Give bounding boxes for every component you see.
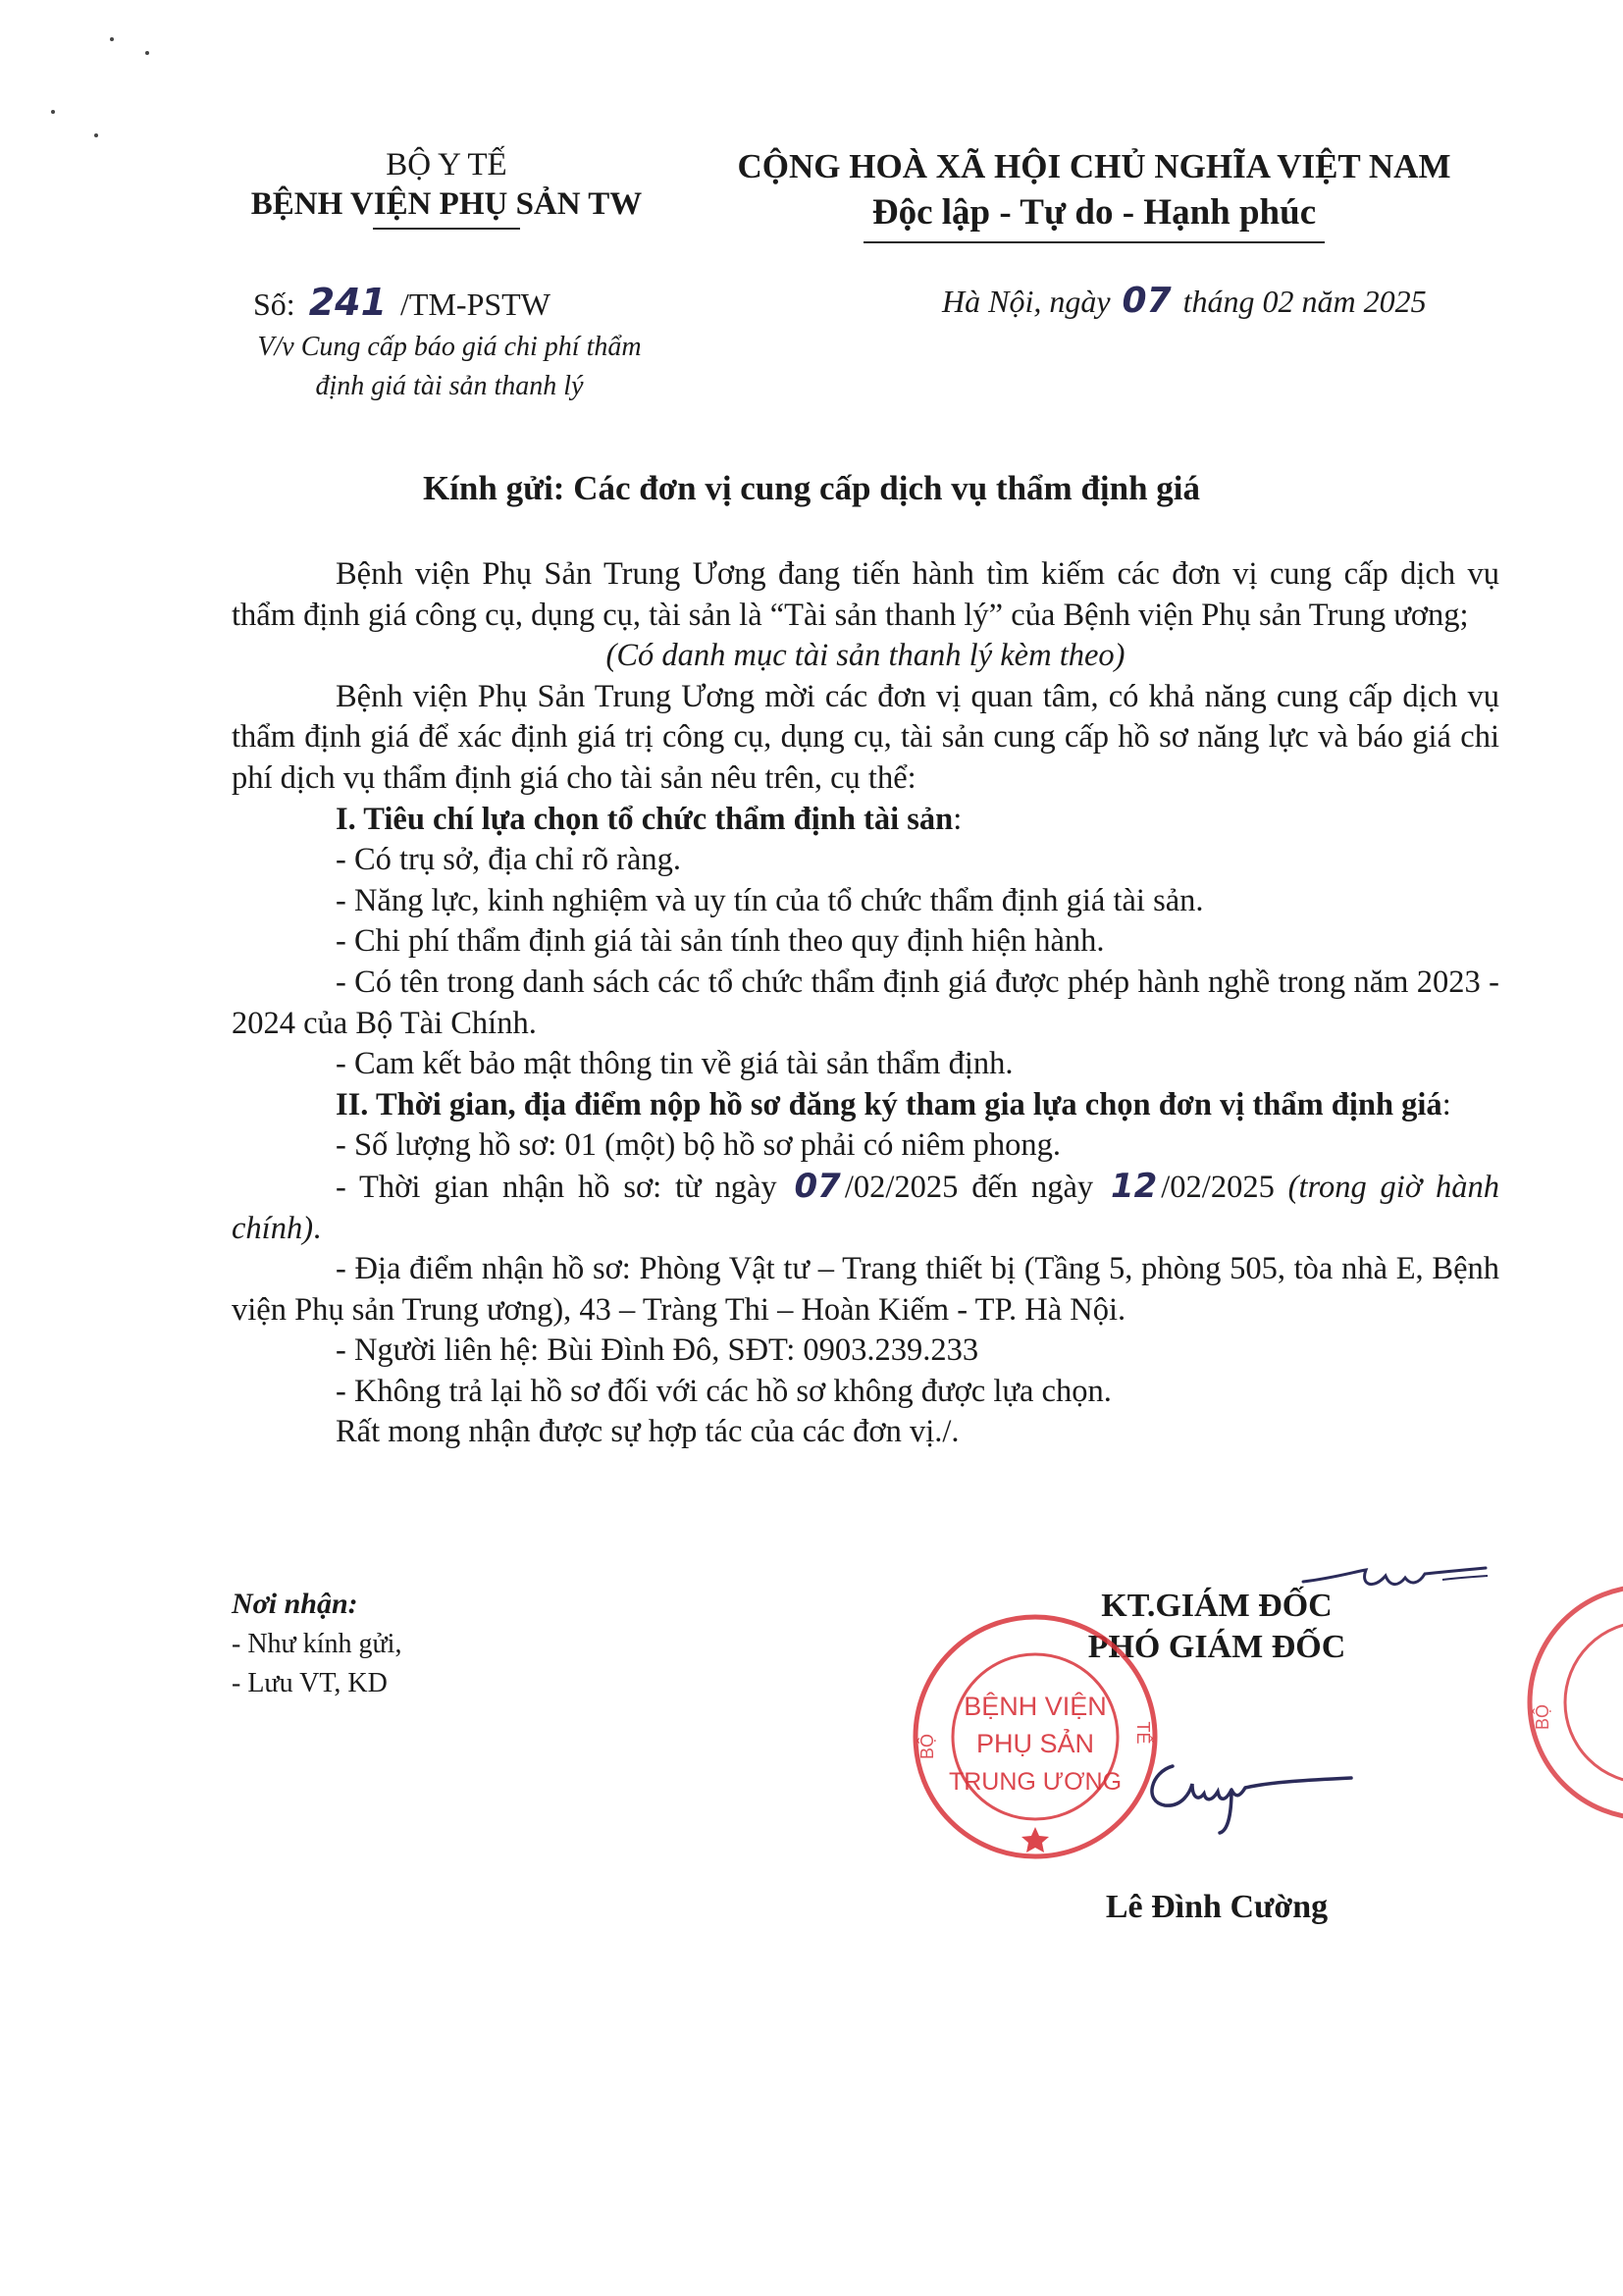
ministry-name: BỘ Y TẾ	[386, 147, 507, 183]
date-prefix: Hà Nội, ngày	[942, 284, 1111, 319]
header-divider	[373, 228, 520, 230]
scan-speck	[51, 110, 55, 114]
initial-mark	[1295, 1550, 1492, 1609]
country-name: CỘNG HOÀ XÃ HỘI CHỦ NGHĨA VIỆT NAM	[737, 147, 1451, 185]
closing-sentence: Rất mong nhận được sự hợp tác của các đơn vị./.	[336, 1414, 960, 1450]
stamp-line-3: TRUNG ƯƠNG	[948, 1768, 1123, 1796]
hospital-name: BỆNH VIỆN PHỤ SẢN TW	[250, 186, 643, 222]
national-motto: Độc lập - Tự do - Hạnh phúc	[871, 192, 1317, 233]
from-day-handwritten: 07	[794, 1166, 841, 1206]
date-suffix: tháng 02 năm 2025	[1182, 284, 1427, 319]
section-2-heading: II. Thời gian, địa điểm nộp hồ sơ đăng ký tham gia lựa chọn đơn vị thẩm định giá:	[336, 1086, 1451, 1122]
stamp-right-text: TẾ	[1133, 1721, 1153, 1745]
no-return-note: - Không trả lại hồ sơ đối với các hồ sơ không được lựa chọn.	[336, 1373, 1112, 1409]
submission-time-text: - Thời gian nhận hồ sơ: từ ngày	[336, 1169, 777, 1205]
svg-text:BỘ: BỘ	[1533, 1703, 1552, 1731]
section-1-title: I. Tiêu chí lựa chọn tổ chức thẩm định tài sản	[336, 801, 954, 837]
submission-time: - Thời gian nhận hồ sơ: từ ngày 07 /02/2025 đến ngày 12 /02/2025 (trong giờ hành chính).	[232, 1166, 1499, 1246]
recipient-item: - Như kính gửi,	[232, 1629, 402, 1659]
signer-name: Lê Đình Cường	[1105, 1889, 1329, 1925]
subject-line-2: định giá tài sản thanh lý	[315, 371, 584, 401]
recipients-list	[232, 1625, 401, 1703]
paragraph-intro: Bệnh viện Phụ Sản Trung Ương đang tiến hành tìm kiếm các đơn vị cung cấp dịch vụ thẩm định giá công cụ, dụng cụ, tài sản là “Tài sản thanh lý” của Bệnh viện Phụ sản Trung ương;	[232, 556, 1499, 633]
motto-divider	[864, 241, 1325, 243]
signer-role-acting: KT.GIÁM ĐỐC	[1101, 1588, 1333, 1624]
section-1-heading: I. Tiêu chí lựa chọn tổ chức thẩm định tài sản:	[336, 801, 963, 837]
submission-time-text: /02/2025 đến ngày	[844, 1169, 1094, 1205]
section-2-title: II. Thời gian, địa điểm nộp hồ sơ đăng ký tham gia lựa chọn đơn vị thẩm định giá	[336, 1086, 1442, 1122]
doc-number-suffix: /TM-PSTW	[400, 287, 550, 322]
scan-speck	[110, 37, 114, 41]
criteria-item: - Chi phí thẩm định giá tài sản tính theo quy định hiện hành.	[336, 923, 1105, 960]
stamp-line-1: BỆNH VIỆN	[964, 1692, 1107, 1721]
stamp-left-text: BỘ	[917, 1733, 937, 1760]
handwritten-signature	[1133, 1737, 1359, 1835]
date-day-handwritten: 07	[1122, 281, 1172, 321]
recipient-item: - Lưu VT, KD	[232, 1668, 388, 1698]
stamp-line-2: PHỤ SẢN	[975, 1729, 1095, 1758]
date-line	[942, 281, 1427, 321]
signer-role-title: PHÓ GIÁM ĐỐC	[1087, 1629, 1346, 1665]
criteria-item: - Có trụ sở, địa chỉ rõ ràng.	[336, 842, 682, 878]
doc-number-label: Số:	[253, 287, 295, 322]
criteria-item: - Năng lực, kinh nghiệm và uy tín của tổ chức thẩm định giá tài sản.	[336, 882, 1204, 918]
paragraph-invitation: Bệnh viện Phụ Sản Trung Ương mời các đơn vị quan tâm, có khả năng cung cấp dịch vụ thẩm định giá để xác định giá trị công cụ, dụng cụ, tài sản cung cấp hồ sơ năng lực và báo giá chi phí dịch vụ thẩm định giá cho tài sản nêu trên, cụ thể:	[232, 678, 1499, 796]
document-subject	[234, 328, 665, 406]
official-stamp	[908, 1609, 1163, 1864]
letter-body	[232, 554, 1499, 1453]
doc-number-handwritten: 241	[308, 281, 388, 324]
contact-person: - Người liên hệ: Bùi Đình Đô, SĐT: 0903.239.233	[336, 1332, 979, 1369]
recipients-title: Nơi nhận:	[232, 1588, 358, 1620]
submission-quantity: - Số lượng hồ sơ: 01 (một) bộ hồ sơ phải có niêm phong.	[336, 1127, 1061, 1164]
scan-speck	[145, 51, 149, 55]
partial-stamp	[1523, 1580, 1623, 1825]
paragraph-attachment-note: (Có danh mục tài sản thanh lý kèm theo)	[605, 638, 1126, 674]
submission-time-text: /02/2025	[1161, 1169, 1275, 1205]
criteria-item: - Có tên trong danh sách các tổ chức thẩm định giá được phép hành nghề trong năm 2023 - 2024 của Bộ Tài Chính.	[232, 964, 1499, 1041]
recipient-line: Kính gửi: Các đơn vị cung cấp dịch vụ thẩm định giá	[422, 469, 1201, 507]
document-number	[253, 281, 550, 324]
criteria-item: - Cam kết bảo mật thông tin về giá tài sản thẩm định.	[336, 1046, 1014, 1082]
submission-place: - Địa điểm nhận hồ sơ: Phòng Vật tư – Trang thiết bị (Tầng 5, phòng 505, tòa nhà E, Bệnh viện Phụ sản Trung ương), 43 – Tràng Thi – Hoàn Kiếm - TP. Hà Nội.	[232, 1251, 1499, 1328]
to-day-handwritten: 12	[1110, 1166, 1158, 1206]
subject-line-1: V/v Cung cấp báo giá chi phí thẩm	[257, 332, 642, 362]
scan-speck	[94, 133, 98, 137]
submission-time-note: (trong giờ hành chính)	[232, 1169, 1499, 1246]
stamp-star-icon	[1021, 1827, 1049, 1852]
